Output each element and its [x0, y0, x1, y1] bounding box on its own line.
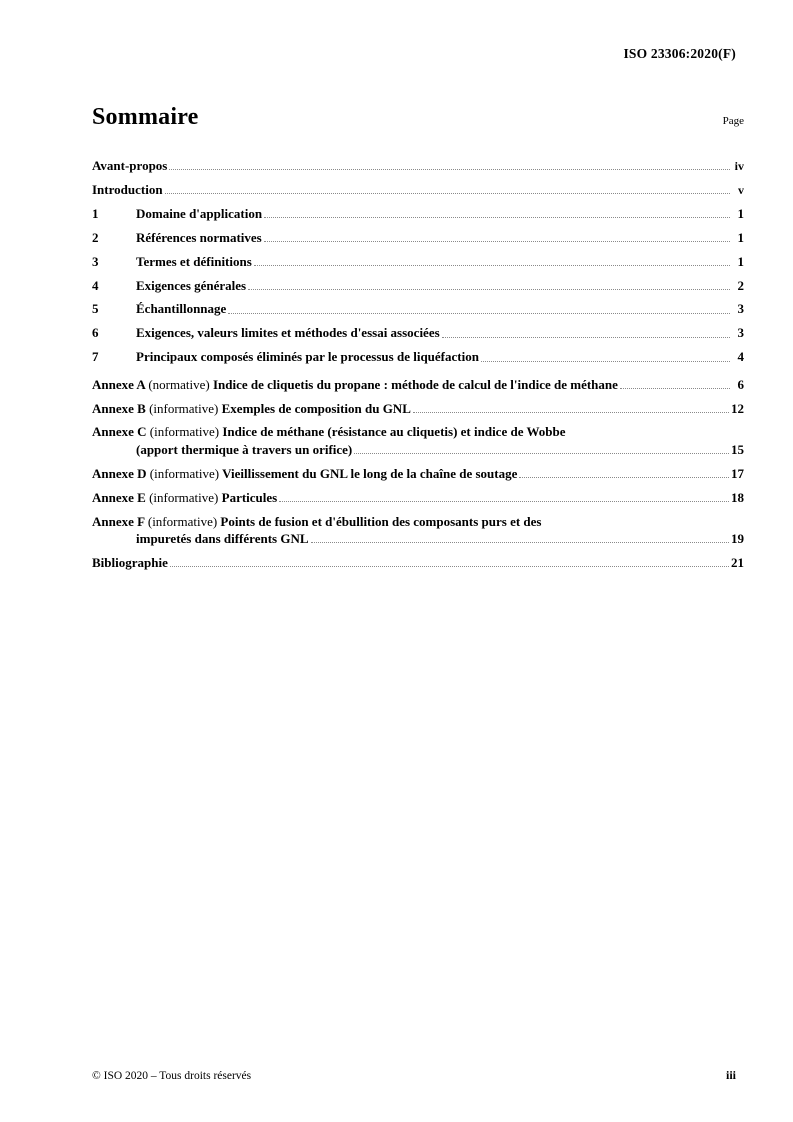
- toc-entry-label: Domaine d'application: [136, 205, 263, 221]
- toc-entry-page: 18: [731, 489, 744, 505]
- toc-entry-page: 17: [731, 465, 744, 481]
- toc-entry-introduction[interactable]: [92, 181, 744, 198]
- dot-leader: [264, 217, 730, 218]
- toc-entry-bibliographie[interactable]: [92, 554, 744, 571]
- annex-title-continuation: impuretés dans différents GNL: [136, 531, 309, 546]
- copyright-notice: © ISO 2020 – Tous droits réservés: [92, 1070, 252, 1082]
- dot-leader: [442, 337, 730, 338]
- toc-entry-page: iv: [734, 159, 744, 174]
- toc-entry-number: 2: [92, 229, 99, 245]
- toc-entry-label: Principaux composés éliminés par le processus de liquéfaction: [136, 349, 479, 365]
- annex-prefix: Annexe D: [92, 465, 147, 481]
- dot-leader: [279, 501, 729, 502]
- toc-entry-clause-1[interactable]: [92, 205, 744, 222]
- toc-entry-label: Termes et définitions: [136, 253, 252, 269]
- dot-leader: [264, 241, 730, 242]
- toc-entry-label: [92, 513, 744, 530]
- toc-entry-annex-e[interactable]: [92, 489, 744, 506]
- toc-entry-label: [92, 376, 618, 393]
- toc-entry-page: 2: [737, 277, 744, 293]
- toc-entry-label: Exigences générales: [136, 277, 247, 293]
- toc-entry-clause-3[interactable]: [92, 253, 744, 270]
- toc-entry-annex-f[interactable]: [92, 513, 744, 548]
- annex-prefix: Annexe C: [92, 424, 147, 440]
- toc-entry-page: v: [738, 183, 744, 198]
- annex-prefix: Annexe F: [92, 513, 145, 529]
- toc-entry-label: Bibliographie: [92, 554, 168, 570]
- annex-prefix: Annexe A: [92, 376, 146, 392]
- dot-leader: [228, 313, 730, 314]
- dot-leader: [169, 169, 730, 170]
- toc-entry-label: Échantillonnage: [136, 301, 227, 317]
- toc-entry-avant-propos[interactable]: [92, 157, 744, 174]
- toc-entry-clause-5[interactable]: [92, 300, 744, 317]
- standard-reference-header: ISO 23306:2020(F): [623, 46, 736, 61]
- annex-kind: (informative): [149, 465, 220, 481]
- toc-entry-clause-4[interactable]: [92, 277, 744, 294]
- annex-kind: (informative): [147, 513, 218, 529]
- toc-entry-number: 7: [92, 349, 99, 365]
- dot-leader: [311, 542, 730, 543]
- toc-entry-clause-6[interactable]: [92, 324, 744, 341]
- toc-entry-number: 5: [92, 301, 99, 317]
- toc-entry-page: 3: [737, 325, 744, 341]
- toc-entry-label: [92, 465, 517, 482]
- toc-entry-page: 1: [737, 253, 744, 269]
- annex-title: Vieillissement du GNL le long de la chaîne de soutage: [222, 465, 518, 481]
- dot-leader: [620, 388, 730, 389]
- title-row: [92, 104, 744, 131]
- annex-kind: (informative): [149, 400, 219, 416]
- dot-leader: [481, 361, 730, 362]
- dot-leader: [170, 566, 729, 567]
- toc-entry-page: 12: [731, 400, 744, 416]
- toc-entry-clause-2[interactable]: [92, 229, 744, 246]
- annex-title-continuation: (apport thermique à travers un orifice): [136, 441, 353, 457]
- dot-leader: [413, 412, 729, 413]
- toc-entry-page: 1: [737, 205, 744, 221]
- annex-title: Exemples de composition du GNL: [221, 400, 411, 416]
- toc-entry-page: 21: [731, 554, 744, 570]
- toc-entry-annex-c[interactable]: [92, 423, 744, 458]
- toc-entry-page: 19: [731, 531, 744, 546]
- page-title: Sommaire: [92, 104, 199, 130]
- annex-title: Indice de méthane (résistance au cliquetis) et indice de Wobbe: [222, 424, 566, 440]
- toc-content: [92, 104, 744, 578]
- toc-entry-number: 4: [92, 277, 99, 293]
- toc-entry-page: 3: [737, 301, 744, 317]
- toc-entry-annex-d[interactable]: [92, 465, 744, 482]
- toc-entry-number: 6: [92, 325, 99, 341]
- dot-leader: [354, 453, 729, 454]
- toc-entry-label: Références normatives: [136, 229, 262, 245]
- toc-entry-number: 1: [92, 205, 99, 221]
- page-footer: [92, 1068, 736, 1083]
- toc-entry-page: 4: [737, 349, 744, 365]
- toc-entry-clause-7[interactable]: [92, 348, 744, 365]
- annex-kind: (informative): [149, 489, 219, 505]
- toc-entry-number: 3: [92, 253, 99, 269]
- dot-leader: [248, 289, 730, 290]
- toc-entry-continuation: [92, 441, 744, 458]
- page-column-label: Page: [722, 115, 744, 127]
- annex-title: Points de fusion et d'ébullition des composants purs et des: [220, 513, 542, 529]
- toc-entry-annex-a[interactable]: [92, 376, 744, 393]
- dot-leader: [519, 477, 729, 478]
- toc-entry-page: 1: [737, 229, 744, 245]
- toc-entry-label: Avant-propos: [92, 158, 168, 173]
- toc-entry-page: 6: [737, 376, 744, 392]
- toc-entry-label: [92, 423, 744, 440]
- annex-title: Indice de cliquetis du propane : méthode de calcul de l'indice de méthane: [212, 376, 618, 392]
- annex-kind: (informative): [149, 424, 220, 440]
- toc-entry-annex-b[interactable]: [92, 400, 744, 417]
- dot-leader: [254, 265, 730, 266]
- page-number: iii: [725, 1068, 736, 1082]
- annex-kind: (normative): [148, 376, 210, 392]
- toc-entry-label: [92, 400, 411, 417]
- toc-entry-page: 15: [731, 441, 744, 457]
- toc-entry-continuation: [92, 530, 744, 547]
- annex-title: Particules: [221, 489, 278, 505]
- toc-entry-label: Introduction: [92, 181, 163, 197]
- annex-prefix: Annexe B: [92, 400, 146, 416]
- toc-entry-label: [92, 489, 277, 506]
- table-of-contents: [92, 157, 744, 571]
- annex-prefix: Annexe E: [92, 489, 146, 505]
- toc-entry-label: Exigences, valeurs limites et méthodes d'essai associées: [136, 325, 440, 341]
- dot-leader: [165, 193, 730, 194]
